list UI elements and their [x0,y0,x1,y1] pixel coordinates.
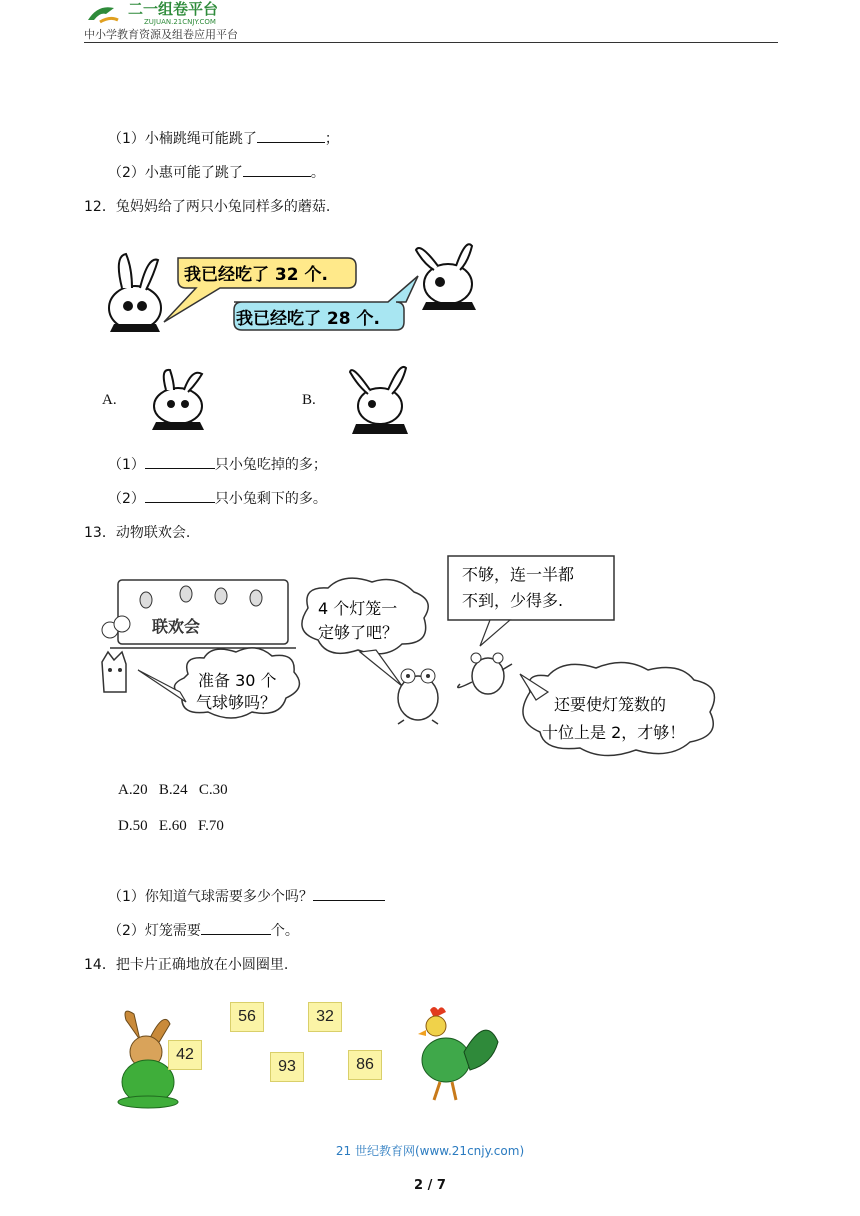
q13-options-row1[interactable]: A.20 B.24 C.30 [118,782,228,798]
answer-blank[interactable] [201,920,271,935]
rabbit-right-icon [416,244,476,310]
footer-link[interactable]: 21 世纪教育网(www.21cnjy.com) [335,1144,525,1158]
q14-stem: 14．把卡片正确地放在小圆圈里. [84,957,289,973]
answer-blank[interactable] [145,488,215,503]
fox-icon [102,652,126,692]
number-card[interactable]: 32 [308,1002,342,1032]
q12-option-b[interactable]: B. [302,392,316,408]
bubble-32-text: 我已经吃了 32 个. [184,265,328,285]
party-banner [102,580,296,648]
number-card[interactable]: 42 [168,1040,202,1070]
mouse-icon [458,653,512,694]
rabbit-a-icon [140,368,216,434]
bubble-line: 气球够吗？ [196,693,277,712]
q12-option-a[interactable]: A. [102,392,117,408]
q12-sub2: （2） 只小兔剩下的多。 [108,488,327,508]
bubble-line: 不够，连一半都 [462,565,575,584]
q13-sub1: （1）你知道气球需要多少个吗？ [108,886,385,906]
q12-stem: 12．兔妈妈给了两只小兔同样多的蘑菇. [84,199,331,215]
q11-sub1: （1）小楠跳绳可能跳了 ； [108,128,339,148]
number-card[interactable]: 86 [348,1050,382,1080]
q11-sub2: （2）小惠可能了跳了 。 [108,162,325,182]
q13-illustration [96,552,756,762]
header-subtitle: 中小学教育资源及组卷应用平台 [84,28,238,41]
tens-digit-bubble [520,662,714,755]
number-card[interactable]: 93 [270,1052,304,1082]
answer-blank[interactable] [257,128,325,143]
logo-text: 二一组卷平台 [128,0,219,18]
header-divider [84,42,778,43]
balloon-question-bubble [138,648,299,718]
answer-blank[interactable] [243,162,311,177]
rabbit-left-icon [109,254,161,332]
q12-illustration [100,236,490,346]
page-number: 2 / 7 [414,1178,446,1193]
frog-icon [398,669,438,724]
rabbit-b-icon [346,362,412,438]
answer-blank[interactable] [313,886,385,901]
bubble-line: 4 个灯笼一 [318,599,398,618]
q13-stem: 13．动物联欢会. [84,525,191,541]
bubble-line: 还要使灯笼数的 [554,695,667,714]
platform-logo [84,0,274,26]
q13-options-row2[interactable]: D.50 E.60 F.70 [118,818,224,834]
q12-sub1: （1） 只小兔吃掉的多； [108,454,327,474]
logo-url: ZUJUAN.21CNJY.COM [144,18,216,26]
q13-sub2: （2）灯笼需要 个。 [108,920,299,940]
bubble-28-text: 我已经吃了 28 个. [236,309,380,329]
answer-blank[interactable] [145,454,215,469]
rooster-icon [404,1004,504,1106]
banner-text: 联欢会 [152,617,201,636]
bubble-line: 不到，少得多. [462,591,564,610]
not-enough-speech-box [448,556,614,646]
bubble-line: 定够了吧？ [318,623,399,642]
bubble-line: 十位上是 2，才够！ [542,723,686,742]
number-card[interactable]: 56 [230,1002,264,1032]
bubble-line: 准备 30 个 [198,671,277,690]
